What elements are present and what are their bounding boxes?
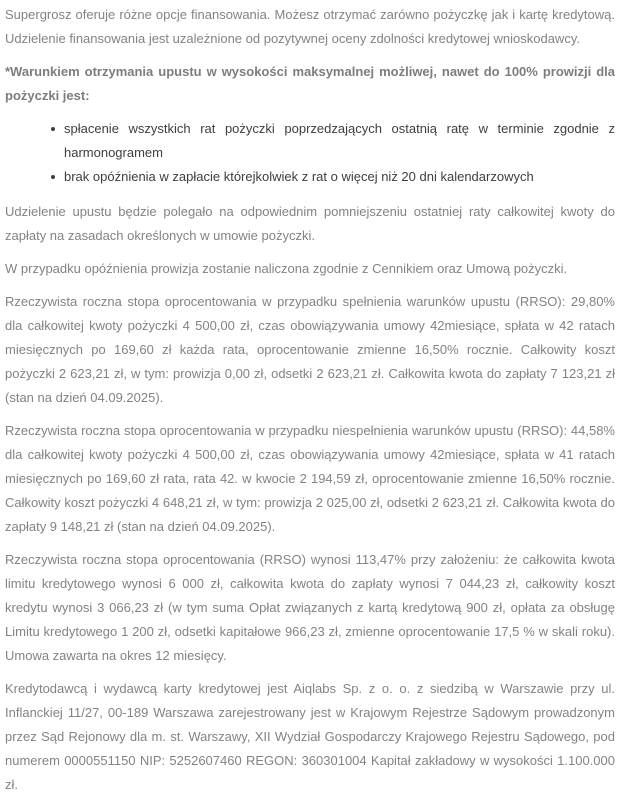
rrso-not-met-paragraph: Rzeczywista roczna stopa oprocentowania w przypadku niespełnienia warunków upustu (RRSO): 44,58% dla całkowitej kwoty pożyczki 4 500,00 zł, czas obowiązywania umowy 42miesiące, spłata w 41 ratach miesięcznych po 169,60 zł rata, rata 42. w kwocie 2 194,59 zł, oprocentowanie zmienne 16,50% rocznie. Całkowity koszt pożyczki 4 648,21 zł, w tym: prowizja 2 025,00 zł, odsetki 2 623,21 zł. Całkowita kwota do zapłaty 9 148,21 zł (stan na dzień 04.09.2025). bbox=[5, 423, 615, 534]
financing-terms-document bbox=[5, 3, 615, 797]
rrso-credit-card-paragraph: Rzeczywista roczna stopa oprocentowania (RRSO) wynosi 113,47% przy założeniu: że całkowita kwota limitu kredytowego wynosi 6 000 zł, całkowita kwota do zapłaty wynosi 7 044,23 zł, całkowity koszt kredytu wynosi 3 066,23 zł (w tym suma Opłat związanych z kartą kredytową 900 zł, opłata za obsługę Limitu kredytowego 1 200 zł, odsetki kapitałowe 966,23 zł, zmienne oprocentowanie 17,5 % w skali roku). Umowa zawarta na okres 12 miesięcy. bbox=[5, 552, 615, 663]
delay-info-paragraph: W przypadku opóźnienia prowizja zostanie naliczona zgodnie z Cennikiem oraz Umową pożyczki. bbox=[5, 261, 568, 276]
bullet-icon bbox=[51, 127, 55, 131]
condition-item-text: spłacenie wszystkich rat pożyczki poprzedzających ostatnią ratę w terminie zgodnie z harmonogramem bbox=[64, 121, 615, 160]
condition-item bbox=[51, 117, 615, 165]
bullet-icon bbox=[51, 175, 55, 179]
discount-conditions-heading: *Warunkiem otrzymania upustu w wysokości maksymalnej możliwej, nawet do 100% prowizji dla pożyczki jest: bbox=[5, 64, 615, 103]
intro-paragraph: Supergrosz oferuje różne opcje finansowania. Możesz otrzymać zarówno pożyczkę jak i kartę kredytową. Udzielenie finansowania jest uzależnione od pozytywnej oceny zdolności kredytowej wnioskodawcy. bbox=[5, 7, 615, 46]
condition-item bbox=[51, 165, 615, 189]
rrso-met-paragraph: Rzeczywista roczna stopa oprocentowania w przypadku spełnienia warunków upustu (RRSO): 29,80% dla całkowitej kwoty pożyczki 4 500,00 zł, czas obowiązywania umowy 42miesiące, spłata w 42 ratach miesięcznych po 169,60 zł każda rata, oprocentowanie zmienne 16,50% rocznie. Całkowity koszt pożyczki 2 623,21 zł, w tym: prowizja 0,00 zł, odsetki 2 623,21 zł. Całkowita kwota do zapłaty 7 123,21 zł (stan na dzień 04.09.2025). bbox=[5, 294, 615, 405]
discount-application-paragraph: Udzielenie upustu będzie polegało na odpowiednim pomniejszeniu ostatniej raty całkowitej kwoty do zapłaty na zasadach określonych w umowie pożyczki. bbox=[5, 204, 615, 243]
discount-conditions-list bbox=[5, 117, 615, 189]
lender-info-paragraph: Kredytodawcą i wydawcą karty kredytowej jest Aiqlabs Sp. z o. o. z siedzibą w Warszawie przy ul. Inflanckiej 11/27, 00-189 Warszawa zarejestrowany jest w Krajowym Rejestrze Sądowym prowadzonym przez Sąd Rejonowy dla m. st. Warszawy, XII Wydział Gospodarczy Krajowego Rejestru Sądowego, pod numerem 0000551150 NIP: 5252607460 REGON: 360301004 Kapitał zakładowy w wysokości 1.100.000 zł. bbox=[5, 681, 615, 792]
condition-item-text: brak opóźnienia w zapłacie którejkolwiek z rat o więcej niż 20 dni kalendarzowych bbox=[64, 169, 534, 184]
